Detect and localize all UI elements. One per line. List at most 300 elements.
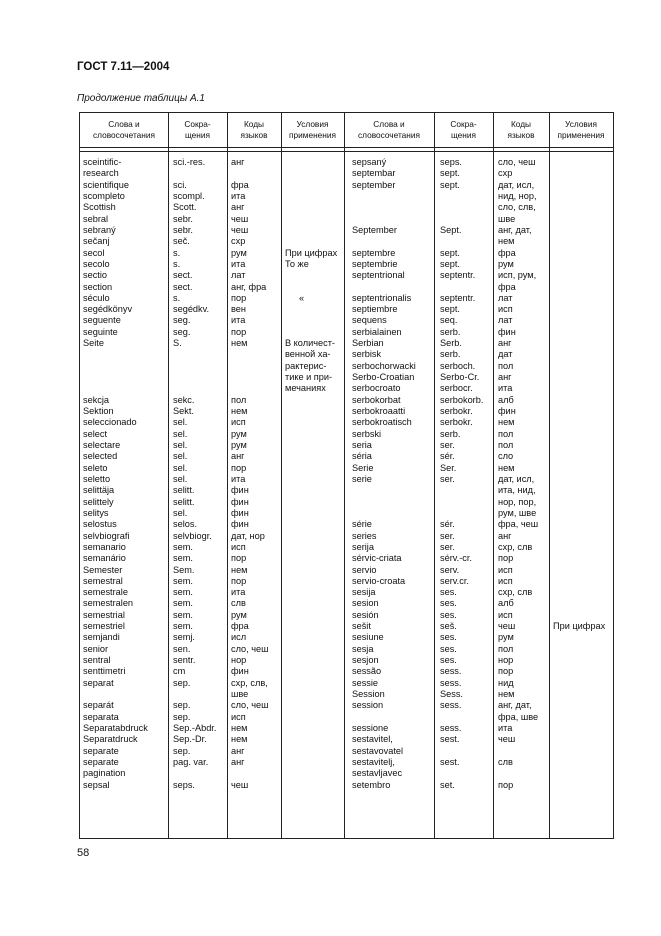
right-row-code: пол	[498, 360, 514, 371]
right-row-abbr: ser.	[440, 530, 455, 541]
right-row-code: нор	[498, 655, 514, 666]
standard-header: ГОСТ 7.11—2004	[77, 61, 170, 73]
right-row-abbr: sess.	[440, 666, 462, 677]
left-row-cond: То же	[285, 258, 309, 269]
left-row-code: фин	[231, 519, 249, 530]
left-row-word: selectare	[83, 440, 121, 450]
right-row-word: sesjon	[352, 655, 379, 666]
left-row-word: sepsal	[83, 779, 110, 790]
left-row-word: seletto	[83, 473, 111, 484]
left-row-abbr: segédkv.	[173, 304, 210, 315]
left-row-word: seguinte	[83, 326, 118, 337]
right-row-abbr: Ser.	[440, 462, 457, 473]
left-row-code: пол	[231, 394, 247, 405]
right-row-abbr: ses.	[440, 609, 457, 620]
left-row-code: фра	[231, 621, 249, 632]
right-row-abbr: sess.	[440, 700, 462, 711]
right-row-abbr: sept.	[440, 304, 460, 315]
left-row-abbr: selitt.	[173, 485, 195, 496]
right-row-code: чеш	[498, 734, 516, 745]
left-row-abbr: sect.	[173, 270, 193, 281]
right-row-word: sessão	[352, 666, 382, 677]
left-row-code: чеш	[231, 779, 249, 790]
left-row-cond: тике и при-	[285, 372, 333, 383]
left-row-abbr: sem.	[173, 587, 193, 598]
left-row-cond: В количест-	[285, 338, 335, 349]
col-divider	[434, 113, 435, 838]
left-row-word: Scottish	[83, 202, 116, 213]
left-row-code: анг	[231, 157, 245, 167]
right-row-word: sesija	[352, 587, 376, 598]
left-row-code: пор	[231, 553, 247, 564]
right-row-code: дат, исл,	[498, 473, 535, 484]
left-row-word: sečanj	[83, 236, 110, 247]
right-row-word: servio-croata	[352, 575, 406, 586]
right-row-code: сло, слв,	[498, 202, 536, 213]
left-row-abbr: sebr.	[173, 213, 193, 224]
left-row-abbr: sem.	[173, 621, 193, 632]
left-row-word: pagination	[83, 768, 126, 779]
right-row-word: series	[352, 530, 377, 541]
right-row-code: сло, чеш	[498, 157, 536, 167]
left-row-abbr: selitt.	[173, 496, 195, 507]
left-row-word: sebral	[83, 213, 109, 224]
header-abbr-right: Сокра- щения	[450, 119, 477, 140]
left-row-word: secol	[83, 247, 105, 258]
header-words-left: Слова и словосочетания	[93, 119, 155, 140]
left-row-abbr: seg.	[173, 315, 191, 326]
right-row-word: sesion	[352, 598, 379, 609]
left-row-abbr: seč.	[173, 236, 190, 247]
left-row-abbr: pag. var.	[173, 756, 209, 767]
right-row-code: анг, дат,	[498, 700, 532, 711]
left-row-code: ита	[231, 258, 246, 269]
right-row-code: алб	[498, 598, 514, 609]
right-row-code: исп, рум,	[498, 270, 537, 281]
left-row-code: пор	[231, 575, 247, 586]
right-row-code: исп	[498, 609, 513, 620]
right-row-abbr: sér.	[440, 451, 455, 462]
right-row-abbr: serv.cr.	[440, 575, 469, 586]
left-row-code: чеш	[231, 224, 249, 235]
right-row-word: sessie	[352, 677, 379, 688]
left-row-code: слв	[231, 598, 246, 609]
left-row-abbr: Sep.-Dr.	[173, 734, 207, 745]
left-row-abbr: S.	[173, 338, 182, 349]
left-row-code: анг	[231, 756, 245, 767]
right-row-code: схр, слв	[498, 541, 533, 552]
right-row-abbr: seps.	[440, 157, 462, 167]
left-row-word: Separatdruck	[83, 734, 138, 745]
right-row-code: шве	[498, 213, 516, 224]
left-row-abbr: sel.	[173, 507, 188, 518]
left-row-word: semestriel	[83, 621, 125, 632]
left-row-word: selittäja	[83, 485, 115, 496]
left-row-word: semjandi	[83, 632, 120, 643]
left-row-abbr: seg.	[173, 326, 191, 337]
left-row-word: século	[83, 292, 110, 303]
right-row-code: пор	[498, 666, 514, 677]
left-row-abbr: s.	[173, 258, 181, 269]
left-row-code: пор	[231, 326, 247, 337]
right-row-abbr: sept.	[440, 258, 460, 269]
left-row-abbr: sel.	[173, 417, 188, 428]
right-row-abbr: ser.	[440, 541, 455, 552]
left-row-code: исп	[231, 711, 246, 722]
right-row-code: фин	[498, 406, 516, 417]
right-row-word: septembrie	[352, 258, 398, 269]
right-row-code: нем	[498, 417, 515, 428]
left-row-code: шве	[231, 689, 249, 700]
right-row-code: исп	[498, 575, 513, 586]
header-abbr-left: Сокра- щения	[184, 119, 211, 140]
left-row-code: чеш	[231, 213, 249, 224]
left-row-cond: мечаниях	[285, 383, 326, 394]
right-row-code: нид	[498, 677, 514, 688]
left-row-abbr: selvbiogr.	[173, 530, 212, 541]
left-row-abbr: sel.	[173, 451, 188, 462]
right-row-abbr: Serb.	[440, 338, 462, 349]
right-row-code: нем	[498, 462, 515, 473]
left-row-abbr: Sep.-Abdr.	[173, 723, 217, 733]
left-row-word: seguente	[83, 315, 121, 326]
page-number: 58	[77, 847, 90, 859]
left-row-code: фин	[231, 496, 249, 507]
left-row-abbr: sem.	[173, 575, 193, 586]
left-row-word: semestral	[83, 575, 123, 586]
right-row-word: Serbian	[352, 338, 384, 349]
right-row-word: sessione	[352, 723, 389, 733]
right-row-code: схр, слв	[498, 587, 533, 598]
right-row-word: septembar	[352, 168, 396, 179]
left-row-cond: венной ха-	[285, 349, 331, 360]
col-divider	[227, 113, 228, 838]
right-row-code: ита, нид,	[498, 485, 536, 496]
header-codes-left: Коды языков	[240, 119, 268, 140]
right-row-code: нем	[498, 236, 515, 247]
left-row-code: рум	[231, 428, 247, 439]
right-row-abbr: Sess.	[440, 689, 463, 700]
right-row-abbr: serb.	[440, 428, 461, 439]
left-row-abbr: sep.	[173, 711, 191, 722]
left-row-abbr: sel.	[173, 440, 188, 450]
right-row-code: пор	[498, 553, 514, 564]
col-divider-center	[344, 113, 345, 838]
right-row-code: фра	[498, 281, 516, 292]
left-row-word: sectio	[83, 270, 108, 281]
right-row-abbr: serbokorb.	[440, 394, 484, 405]
right-row-code: пол	[498, 428, 514, 439]
right-row-abbr: serbocr.	[440, 383, 473, 394]
right-row-word: serbski	[352, 428, 382, 439]
left-row-code: нем	[231, 564, 248, 575]
left-row-code: фин	[231, 485, 249, 496]
right-row-word: sestavitel,	[352, 734, 393, 745]
left-row-abbr: sci.-res.	[173, 157, 206, 167]
left-row-abbr: seps.	[173, 779, 195, 790]
right-row-abbr: serv.	[440, 564, 460, 575]
left-row-word: selitys	[83, 507, 109, 518]
left-row-code: пор	[231, 462, 247, 473]
right-row-word: septembre	[352, 247, 396, 258]
left-row-abbr: sem.	[173, 541, 193, 552]
left-row-word: segédkönyv	[83, 304, 133, 315]
right-row-word: serbokorbat	[352, 394, 401, 405]
left-row-abbr: sem.	[173, 598, 193, 609]
right-row-code: дат, исл,	[498, 179, 535, 190]
col-divider	[168, 113, 169, 838]
right-row-code: сло	[498, 451, 514, 462]
left-row-word: semestrale	[83, 587, 128, 598]
left-row-abbr: sen.	[173, 643, 191, 654]
left-row-word: separate	[83, 756, 119, 767]
right-row-word: september	[352, 179, 396, 190]
right-row-abbr: seq.	[440, 315, 458, 326]
right-row-abbr: set.	[440, 779, 455, 790]
right-row-word: Serie	[352, 462, 374, 473]
left-row-abbr: s.	[173, 247, 181, 258]
left-row-word: separat	[83, 677, 114, 688]
right-row-code: рум, шве	[498, 507, 537, 518]
left-row-abbr: sem.	[173, 553, 193, 564]
right-row-word: serbocroato	[352, 383, 401, 394]
left-row-word: Sektion	[83, 406, 114, 417]
right-row-code: исп	[498, 564, 513, 575]
right-row-word: Session	[352, 689, 385, 700]
right-row-abbr: sest.	[440, 734, 460, 745]
left-row-code: вен	[231, 304, 246, 315]
right-row-code: лат	[498, 292, 513, 303]
left-row-cond: рактерис-	[285, 360, 327, 371]
left-row-code: нем	[231, 734, 248, 745]
left-row-word: senior	[83, 643, 109, 654]
right-row-word: sestavovatel	[352, 745, 404, 756]
left-row-code: ита	[231, 315, 246, 326]
right-row-word: serbisk	[352, 349, 382, 360]
left-row-word: scientifique	[83, 179, 129, 190]
right-row-word: sešit	[352, 621, 371, 632]
left-row-abbr: sep.	[173, 677, 191, 688]
right-row-abbr: seš.	[440, 621, 457, 632]
left-row-abbr: semj.	[173, 632, 195, 643]
left-row-abbr: s.	[173, 292, 181, 303]
left-row-code: исп	[231, 541, 246, 552]
right-row-abbr: serb.	[440, 349, 461, 360]
right-row-abbr: ser.	[440, 473, 455, 484]
left-row-word: semanario	[83, 541, 126, 552]
right-row-abbr: ses.	[440, 643, 457, 654]
right-row-abbr: Serbo-Cr.	[440, 372, 480, 383]
right-row-abbr: sér.	[440, 519, 455, 530]
left-row-code: исл	[231, 632, 247, 643]
left-row-word: section	[83, 281, 113, 292]
right-row-code: лат	[498, 315, 513, 326]
right-row-code: слв	[498, 756, 513, 767]
left-row-code: нем	[231, 406, 248, 417]
left-row-word: secolo	[83, 258, 110, 269]
left-row-word: select	[83, 428, 108, 439]
right-row-abbr: septentr.	[440, 292, 476, 303]
right-row-abbr: sept.	[440, 247, 460, 258]
left-row-code: фра	[231, 179, 249, 190]
right-row-abbr: ses.	[440, 632, 457, 643]
right-row-word: serbialainen	[352, 326, 402, 337]
header-conditions-right: Условия применения	[557, 119, 605, 140]
right-row-abbr: serb.	[440, 326, 461, 337]
left-row-word: Semester	[83, 564, 123, 575]
right-row-code: пол	[498, 440, 514, 450]
left-row-abbr: sep.	[173, 745, 191, 756]
left-row-abbr: cm	[173, 666, 186, 677]
left-row-abbr: sect.	[173, 281, 193, 292]
right-row-code: нор, пор,	[498, 496, 537, 507]
left-row-word: Separatabdruck	[83, 723, 148, 733]
right-row-word: sesiune	[352, 632, 384, 643]
right-row-code: ита	[498, 383, 513, 394]
right-row-code: схр	[498, 168, 513, 179]
left-row-code: нем	[231, 338, 248, 349]
abbreviation-table	[79, 112, 614, 839]
left-row-abbr: sel.	[173, 462, 188, 473]
left-row-abbr: selos.	[173, 519, 198, 530]
right-row-abbr: ses.	[440, 598, 457, 609]
right-row-word: serbokroaatti	[352, 406, 406, 417]
right-row-word: série	[352, 519, 372, 530]
right-row-word: Serbo-Croatian	[352, 372, 415, 383]
right-row-code: ита	[498, 723, 513, 733]
right-row-abbr: sept.	[440, 179, 460, 190]
left-row-word: research	[83, 168, 119, 179]
left-row-code: лат	[231, 270, 246, 281]
right-row-code: чеш	[498, 621, 516, 632]
right-row-word: septentrionalis	[352, 292, 412, 303]
left-row-code: исп	[231, 417, 246, 428]
left-row-code: сло, чеш	[231, 700, 269, 711]
left-row-code: анг	[231, 745, 245, 756]
left-row-word: seleccionado	[83, 417, 137, 428]
col-divider	[549, 113, 550, 838]
right-row-word: sestavitelj,	[352, 756, 395, 767]
right-row-abbr: ses.	[440, 587, 457, 598]
left-row-word: separata	[83, 711, 119, 722]
left-row-abbr: sep.	[173, 700, 191, 711]
left-row-code: анг, фра	[231, 281, 267, 292]
right-row-word: September	[352, 224, 397, 235]
left-row-word: Seite	[83, 338, 104, 349]
right-row-code: пол	[498, 643, 514, 654]
col-divider	[493, 113, 494, 838]
left-row-word: selected	[83, 451, 118, 462]
right-row-word: sesión	[352, 609, 379, 620]
right-row-word: seria	[352, 440, 372, 450]
left-row-abbr: sel.	[173, 428, 188, 439]
right-row-word: serbokroatisch	[352, 417, 412, 428]
left-row-word: sceintific-	[83, 157, 122, 167]
left-row-code: ита	[231, 587, 246, 598]
left-row-word: separate	[83, 745, 119, 756]
right-row-word: septentrional	[352, 270, 405, 281]
left-row-word: sentral	[83, 655, 111, 666]
header-divider-double	[80, 151, 613, 152]
left-row-code: рум	[231, 440, 247, 450]
left-row-abbr: Sekt.	[173, 406, 194, 417]
header-conditions-left: Условия применения	[289, 119, 336, 140]
right-row-word: serija	[352, 541, 374, 552]
left-row-abbr: Sem.	[173, 564, 195, 575]
right-row-code: анг	[498, 338, 512, 349]
left-row-code: схр	[231, 236, 246, 247]
right-row-abbr: ses.	[440, 655, 457, 666]
left-row-word: seleto	[83, 462, 108, 473]
left-row-code: анг	[231, 202, 245, 213]
right-row-abbr: Sept.	[440, 224, 462, 235]
right-row-word: sérvic-criata	[352, 553, 402, 564]
right-row-word: septiembre	[352, 304, 398, 315]
right-row-code: фин	[498, 326, 516, 337]
left-row-code: нем	[231, 723, 248, 733]
left-row-code: ита	[231, 190, 246, 201]
right-row-code: нид, нор,	[498, 190, 537, 201]
right-row-code: фра	[498, 247, 516, 258]
right-row-abbr: serboch.	[440, 360, 476, 371]
left-row-abbr: scompl.	[173, 190, 205, 201]
left-row-word: senttimetri	[83, 666, 126, 677]
col-divider	[281, 113, 282, 838]
right-row-abbr: ser.	[440, 440, 455, 450]
left-row-code: рум	[231, 247, 247, 258]
right-row-code: фра, шве	[498, 711, 539, 722]
header-codes-right: Коды языков	[507, 119, 535, 140]
right-row-code: анг	[498, 372, 512, 383]
left-row-word: selvbiografi	[83, 530, 130, 541]
right-row-word: séria	[352, 451, 372, 462]
right-row-word: serie	[352, 473, 372, 484]
left-row-code: фин	[231, 666, 249, 677]
right-row-abbr: sept.	[440, 168, 460, 179]
right-row-word: sestavljavec	[352, 768, 403, 779]
right-row-abbr: sérv.-cr.	[440, 553, 472, 564]
left-row-code: дат, нор	[231, 530, 265, 541]
left-row-code: схр, слв,	[231, 677, 268, 688]
left-row-abbr: sem.	[173, 609, 193, 620]
right-row-code: пор	[498, 779, 514, 790]
right-row-code: дат	[498, 349, 513, 360]
right-row-code: исп	[498, 304, 513, 315]
left-row-cond: «	[299, 292, 305, 303]
header-divider	[80, 147, 613, 148]
left-row-word: scompleto	[83, 190, 125, 201]
right-row-word: sesja	[352, 643, 374, 654]
right-row-code: нем	[498, 689, 515, 700]
left-row-code: фин	[231, 507, 249, 518]
left-row-abbr: sentr.	[173, 655, 196, 666]
left-row-word: sekcja	[83, 394, 110, 405]
left-row-word: semanário	[83, 553, 126, 564]
right-row-word: session	[352, 700, 384, 711]
left-row-word: semestralen	[83, 598, 134, 609]
left-row-abbr: sel.	[173, 473, 188, 484]
left-row-code: ита	[231, 473, 246, 484]
left-row-code: пор	[231, 292, 247, 303]
left-row-word: selittely	[83, 496, 114, 507]
left-row-abbr: sekc.	[173, 394, 195, 405]
table-caption: Продолжение таблицы А.1	[77, 93, 205, 104]
left-row-code: рум	[231, 609, 247, 620]
right-row-abbr: serbokr.	[440, 417, 473, 428]
left-row-word: separát	[83, 700, 114, 711]
right-row-word: serbochorwacki	[352, 360, 416, 371]
right-row-code: фра, чеш	[498, 519, 539, 530]
